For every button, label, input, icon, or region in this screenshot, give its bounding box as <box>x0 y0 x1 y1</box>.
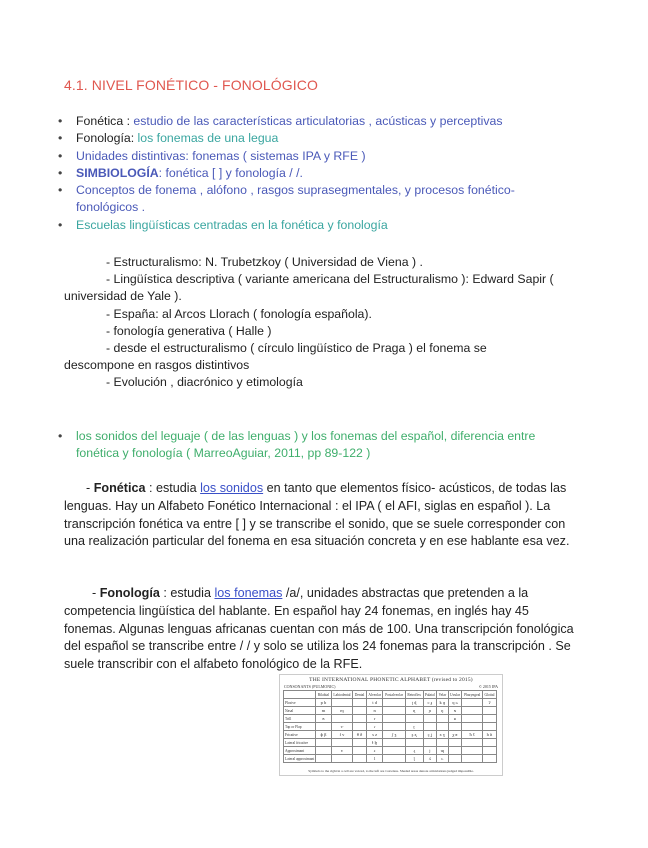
ipa-cell <box>462 747 483 755</box>
ipa-cell <box>316 747 331 755</box>
ipa-cell <box>383 707 405 715</box>
ipa-cell: χ ʁ <box>448 731 462 739</box>
ipa-cell: q ɢ <box>448 699 462 707</box>
ipa-cell <box>448 723 462 731</box>
school-line: - Estructuralismo: N. Trubetzkoy ( Universidad de Viena ) . <box>106 255 423 269</box>
ipa-cell <box>353 755 367 763</box>
ipa-row-label: Lateral fricative <box>284 739 316 747</box>
table-row <box>284 699 497 707</box>
link-los-fonemas[interactable]: los fonemas <box>214 586 283 600</box>
ipa-cell: ɲ <box>423 707 437 715</box>
ipa-row-label: Approximant <box>284 747 316 755</box>
table-row <box>284 731 497 739</box>
ipa-cell <box>383 739 405 747</box>
ipa-cell <box>462 723 483 731</box>
school-line: - Lingüística descriptiva ( variante americana del Estructuralismo ): Edward Sapir ( <box>106 272 554 287</box>
ipa-row-label: Fricative <box>284 731 316 739</box>
ipa-cell <box>437 715 448 723</box>
ipa-cell: ʈ ɖ <box>405 699 423 707</box>
ipa-cell <box>353 747 367 755</box>
ipa-cell: ŋ <box>437 707 448 715</box>
ipa-cell <box>316 739 331 747</box>
schools-list <box>64 254 594 392</box>
ipa-cell: t d <box>366 699 383 707</box>
ipa-cell <box>383 723 405 731</box>
ipa-chart-subheader <box>284 684 498 689</box>
ipa-chart-image <box>279 674 503 776</box>
bullet-lead: SIMBIOLOGÍA <box>76 165 159 180</box>
ipa-cell <box>423 739 437 747</box>
list-item <box>58 182 618 217</box>
bullet-marker: • <box>58 217 63 232</box>
paragraph-text: : estudia <box>145 481 201 495</box>
bullet-text: estudio de las características articulatorias , acústicas y perceptivas <box>133 114 503 128</box>
bullet-marker: • <box>58 183 63 198</box>
bullet-marker: • <box>58 148 63 163</box>
ipa-cell <box>331 715 353 723</box>
ipa-column-header: Glottal <box>482 691 496 699</box>
school-line-cont: descompone en rasgos distintivos <box>64 358 250 373</box>
table-row <box>284 707 497 715</box>
bullet-text: los sonidos del leguaje ( de las lenguas ) y los fonemas del español, diferencia entre <box>76 429 536 443</box>
ipa-cell <box>383 715 405 723</box>
ipa-cell: ʀ <box>448 715 462 723</box>
link-los-sonidos[interactable]: los sonidos <box>200 481 264 495</box>
ipa-cell <box>482 747 496 755</box>
ipa-cell: θ ð <box>353 731 367 739</box>
ipa-cell: p b <box>316 699 331 707</box>
ipa-cell: j <box>423 747 437 755</box>
ipa-cell <box>462 755 483 763</box>
ipa-cell: ⱱ <box>331 723 353 731</box>
ipa-cell: ʟ <box>437 755 448 763</box>
bullet-marker: • <box>58 131 63 146</box>
ipa-cell <box>331 755 353 763</box>
ipa-cell <box>383 755 405 763</box>
dash: - <box>92 586 100 600</box>
ipa-cell <box>462 699 483 707</box>
ipa-cell <box>405 715 423 723</box>
ipa-cell <box>316 755 331 763</box>
ipa-column-header: Postalveolar <box>383 691 405 699</box>
ipa-cell <box>437 739 448 747</box>
ipa-cell: ɻ <box>405 747 423 755</box>
ipa-cell <box>482 723 496 731</box>
ipa-cell <box>423 723 437 731</box>
ipa-cell <box>353 699 367 707</box>
ipa-cell: k ɡ <box>437 699 448 707</box>
bullet-text: los fonemas de una legua <box>137 131 279 146</box>
school-line: - España: al Arcos Llorach ( fonología española). <box>106 306 372 321</box>
ipa-cell <box>331 699 353 707</box>
ipa-cell <box>383 747 405 755</box>
ipa-cell <box>482 707 496 715</box>
ipa-cell <box>448 739 462 747</box>
bullet-text: Unidades distintivas: fonemas ( sistemas IPA y RFE ) <box>76 148 366 163</box>
ipa-row-label: Lateral approximant <box>285 756 315 761</box>
ipa-cell: ɰ <box>437 747 448 755</box>
ipa-cell: x ɣ <box>437 731 448 739</box>
table-row <box>284 715 497 723</box>
bullet-text: Conceptos de fonema , alófono , rasgos suprasegmentales, y procesos fonético- <box>76 183 515 198</box>
ipa-column-header: Alveolar <box>366 691 383 699</box>
list-item <box>58 130 618 147</box>
ipa-cell: ʃ ʒ <box>383 731 405 739</box>
ipa-cell: c ɟ <box>423 699 437 707</box>
ipa-cell: s z <box>366 731 383 739</box>
bullet-marker: • <box>58 114 63 128</box>
ipa-cell: f v <box>331 731 353 739</box>
ipa-cell: ɽ <box>405 723 423 731</box>
paragraph-text: : estudia <box>159 586 215 600</box>
ipa-cell <box>423 715 437 723</box>
ipa-cell: ɾ <box>366 723 383 731</box>
bullet-text-cont: fonológicos . <box>76 200 146 215</box>
ipa-cell: n <box>366 707 383 715</box>
dash: - <box>86 481 94 495</box>
ipa-cell <box>448 747 462 755</box>
table-row <box>284 747 497 755</box>
ipa-chart-title: THE INTERNATIONAL PHONETIC ALPHABET (revised to 2015) <box>309 677 473 683</box>
bullet-marker: • <box>58 165 63 180</box>
fonetica-paragraph <box>64 480 584 551</box>
ipa-cell: ʋ <box>331 747 353 755</box>
ipa-cell: ç ʝ <box>423 731 437 739</box>
ipa-column-header: Labiodental <box>331 691 353 699</box>
list-item <box>58 165 618 182</box>
bullet-lead: Fonología: <box>76 131 138 146</box>
ipa-cell <box>316 723 331 731</box>
ipa-cell <box>462 715 483 723</box>
ipa-cell <box>462 739 483 747</box>
ipa-column-header <box>284 691 316 699</box>
bullet-marker: • <box>58 429 63 443</box>
school-line: - fonología generativa ( Halle ) <box>106 323 272 338</box>
ipa-cell: ʔ <box>482 699 496 707</box>
ipa-cell: ɸ β <box>316 731 331 739</box>
list-item <box>58 217 618 234</box>
paragraph-text: en tanto que elementos físico- acústicos, de todas las lenguas. Hay un Alfabeto Fonético Internacional : el IPA ( el AFI, siglas en español ). La transcripción fonética va entre [ ] y se transcribe el sonido, que se suele corresponder con una realización particular del fonema en esa situación concreta y en ese hablante esa vez. <box>64 481 570 549</box>
ipa-cell: ɱ <box>331 707 353 715</box>
ipa-cell <box>462 707 483 715</box>
ipa-column-header: Velar <box>438 692 447 697</box>
ipa-cell <box>383 699 405 707</box>
ipa-cell: l <box>366 755 383 763</box>
ipa-row-label: Tap or Flap <box>284 723 316 731</box>
list-item <box>58 148 618 165</box>
ipa-cell <box>482 715 496 723</box>
ipa-cell <box>448 755 462 763</box>
ipa-cell <box>482 755 496 763</box>
ipa-cell: m <box>316 707 331 715</box>
school-line: - Evolución , diacrónico y etimología <box>106 375 303 390</box>
ipa-cell <box>353 723 367 731</box>
table-row <box>284 755 497 763</box>
ipa-row-label: Trill <box>284 715 316 723</box>
ipa-cell: ɴ <box>448 707 462 715</box>
ipa-column-header: Palatal <box>424 692 435 697</box>
ipa-chart-copyright: © 2015 IPA <box>478 684 498 689</box>
term-fonologia: Fonología <box>99 586 160 600</box>
ipa-column-header: Pharyngeal <box>462 691 483 699</box>
bullet-text-cont: fonética y fonología ( MarreoAguiar, 2011, pp 89-122 ) <box>76 446 371 461</box>
bullet-text: Escuelas lingüísticas centradas en la fonética y fonología <box>76 217 388 232</box>
ipa-cell: ɹ <box>366 747 383 755</box>
ipa-chart-footnote: Symbols to the right in a cell are voiced, to the left are voiceless. Shaded areas denote articulations judged impossible. <box>308 769 474 773</box>
ipa-cell: ɳ <box>405 707 423 715</box>
ipa-column-header: Dental <box>354 692 365 697</box>
green-bullet <box>58 428 618 462</box>
ipa-cell <box>405 739 423 747</box>
bullet-text: : fonética [ ] y fonología / /. <box>158 165 303 180</box>
fonologia-paragraph <box>64 585 584 674</box>
ipa-column-header: Uvular <box>449 692 460 697</box>
ipa-row-label: Plosive <box>284 699 316 707</box>
ipa-cell: ʎ <box>423 755 437 763</box>
ipa-cell: ɭ <box>405 755 423 763</box>
ipa-cell: h ɦ <box>482 731 496 739</box>
section-heading: 4.1. NIVEL FONÉTICO - FONOLÓGICO <box>64 77 318 93</box>
ipa-cell <box>353 715 367 723</box>
bullet-lead: Fonética : <box>76 114 134 128</box>
ipa-cell: ʂ ʐ <box>405 731 423 739</box>
school-line: - desde el estructuralismo ( círculo lingüístico de Praga ) el fonema se <box>106 341 487 356</box>
ipa-chart-subtitle: CONSONANTS (PULMONIC) <box>284 684 336 689</box>
ipa-column-header: Retroflex <box>405 691 423 699</box>
ipa-consonant-table <box>283 690 497 763</box>
table-row <box>284 723 497 731</box>
list-item <box>58 113 618 130</box>
topic-bullet-list <box>58 113 618 234</box>
ipa-cell: r <box>366 715 383 723</box>
ipa-column-header: Bilabial <box>316 691 331 699</box>
ipa-cell <box>353 707 367 715</box>
ipa-cell <box>437 723 448 731</box>
ipa-cell: ħ ʕ <box>462 731 483 739</box>
ipa-row-label: Nasal <box>284 707 316 715</box>
school-line-cont: universidad de Yale ). <box>64 289 182 304</box>
ipa-cell: ʙ <box>316 715 331 723</box>
ipa-cell <box>331 739 353 747</box>
ipa-cell <box>482 739 496 747</box>
term-fonetica: Fonética <box>93 481 146 495</box>
ipa-cell: ɬ ɮ <box>366 739 383 747</box>
table-row <box>284 739 497 747</box>
ipa-cell <box>353 739 367 747</box>
paragraph-text: /a/, unidades abstractas que pretenden a la competencia lingüística del hablante. En español hay 24 fonemas, en inglés hay 45 fonemas. Algunas lenguas africanas cuentan con más de 100. Una transcripción fonológica del español se transcribe entre / / y solo se utiliza los 24 fonemas para la transcripción . Se suele transcribir con el alfabeto fonológico de la RFE. <box>64 586 574 672</box>
